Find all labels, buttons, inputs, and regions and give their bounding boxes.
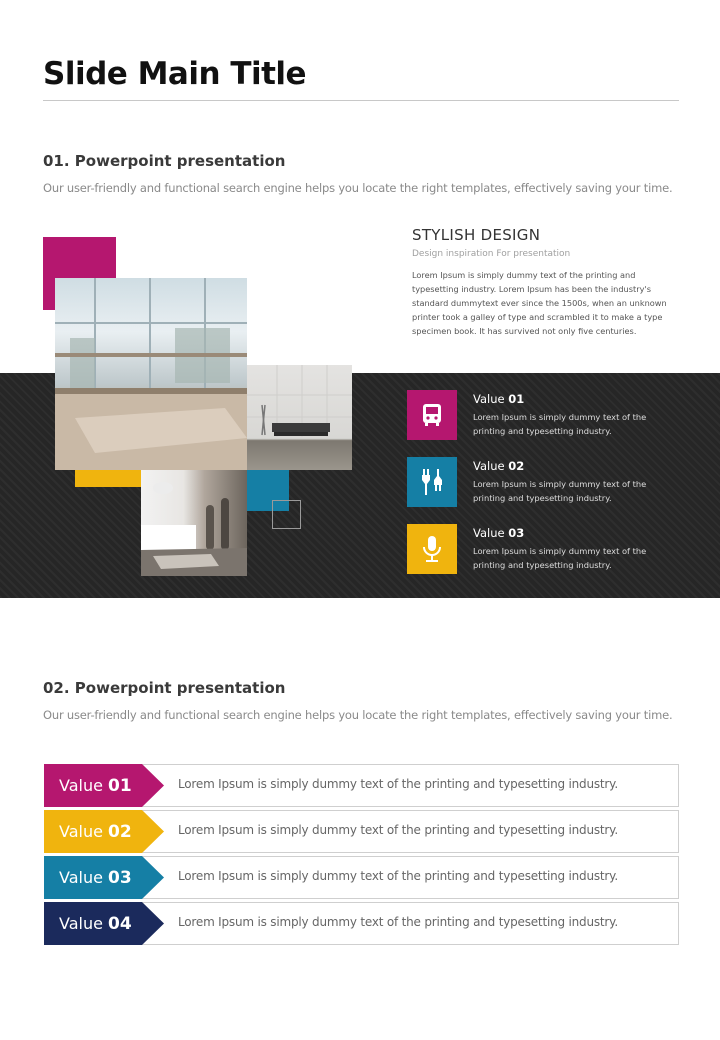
value-02-text: Lorem Ipsum is simply dummy text of the printing and typesetting industry. xyxy=(473,479,647,503)
accent-square-outline xyxy=(272,500,301,529)
bus-icon xyxy=(419,402,445,428)
value-03-text: Lorem Ipsum is simply dummy text of the printing and typesetting industry. xyxy=(473,546,647,570)
value-row-04 xyxy=(44,902,679,945)
value-row-03-text: Lorem Ipsum is simply dummy text of the printing and typesetting industry. xyxy=(178,869,618,883)
value-02-icon-box xyxy=(407,457,457,507)
value-01-heading: Value 01 xyxy=(473,392,525,406)
value-01-icon-box xyxy=(407,390,457,440)
title-divider xyxy=(43,100,679,101)
value-row-01 xyxy=(44,764,679,807)
lounge-room-image xyxy=(141,470,247,576)
value-row-02 xyxy=(44,810,679,853)
stylish-design-subheading: Design inspiration For presentation xyxy=(412,249,571,259)
value-01-text: Lorem Ipsum is simply dummy text of the printing and typesetting industry. xyxy=(473,412,647,436)
slide-title: Slide Main Title xyxy=(43,56,307,92)
value-03-heading: Value 03 xyxy=(473,526,525,540)
value-row-02-label: Value 02 xyxy=(59,822,132,842)
value-row-04-label: Value 04 xyxy=(59,914,132,934)
value-02-heading: Value 02 xyxy=(473,459,525,473)
plug-icon xyxy=(419,467,445,497)
office-interior-image xyxy=(55,278,247,470)
section1-heading: 01. Powerpoint presentation xyxy=(43,152,286,170)
section2-subtitle: Our user-friendly and functional search engine helps you locate the right templates, effectively saving your time. xyxy=(43,708,673,722)
value-03-icon-box xyxy=(407,524,457,574)
value-row-04-text: Lorem Ipsum is simply dummy text of the printing and typesetting industry. xyxy=(178,915,618,929)
sofa-room-image xyxy=(247,365,352,470)
section1-subtitle: Our user-friendly and functional search engine helps you locate the right templates, effectively saving your time. xyxy=(43,181,673,195)
value-row-01-text: Lorem Ipsum is simply dummy text of the printing and typesetting industry. xyxy=(178,777,618,791)
value-row-01-label: Value 01 xyxy=(59,776,132,796)
microphone-icon xyxy=(420,534,444,564)
stylish-design-body: Lorem Ipsum is simply dummy text of the printing and typesetting industry. Lorem Ipsum has been the industry's standard dummytext ever since the 1500s, when an unknown printer took a galley of type and scrambled it to make a type specimen book. It has survived not only five centuries. xyxy=(412,270,667,336)
stylish-design-heading: STYLISH DESIGN xyxy=(412,226,541,244)
value-row-03-label: Value 03 xyxy=(59,868,132,888)
section2-heading: 02. Powerpoint presentation xyxy=(43,679,286,697)
value-row-02-text: Lorem Ipsum is simply dummy text of the printing and typesetting industry. xyxy=(178,823,618,837)
value-row-03 xyxy=(44,856,679,899)
